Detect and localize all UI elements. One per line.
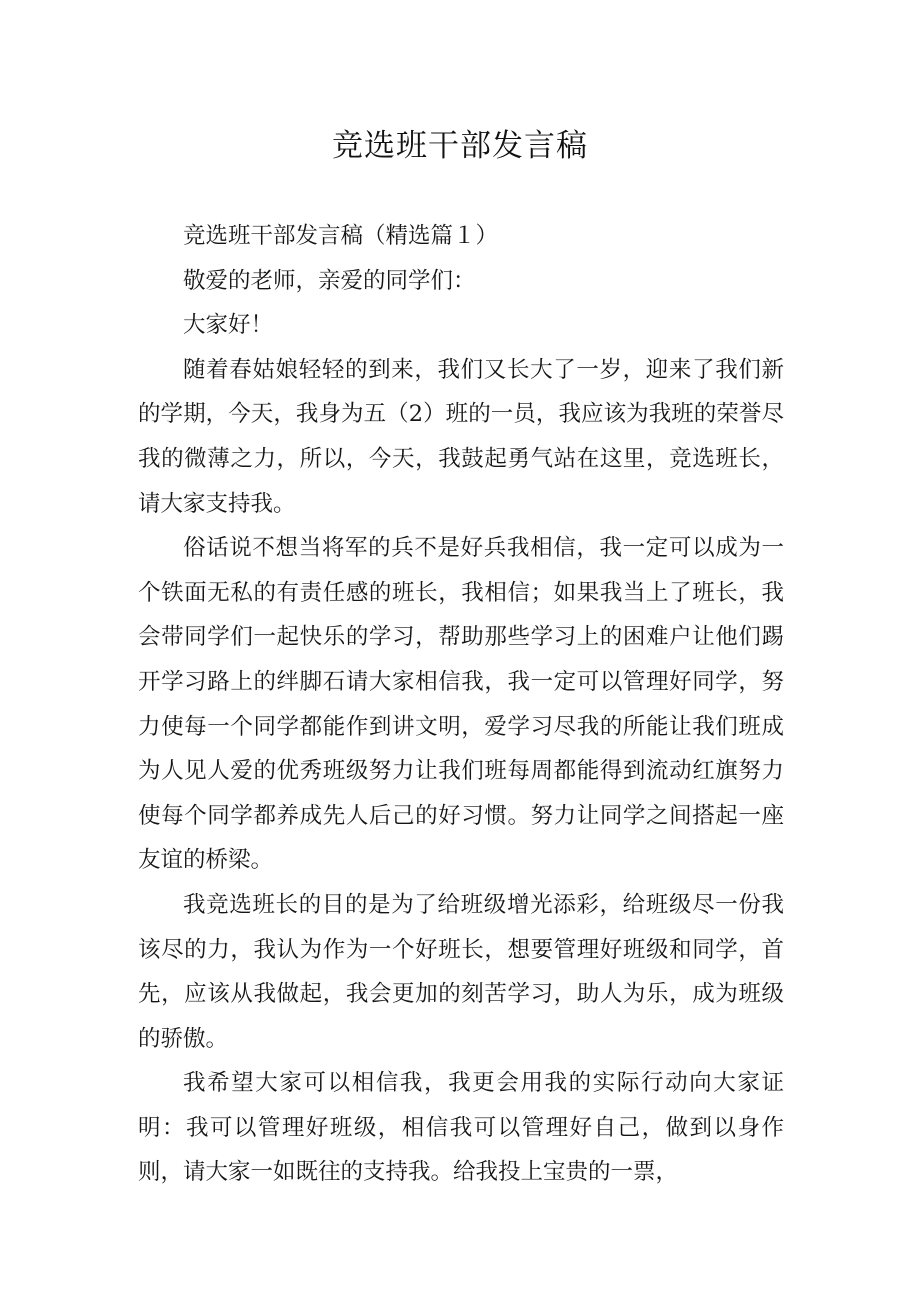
body-paragraph: 俗话说不想当将军的兵不是好兵我相信，我一定可以成为一个铁面无私的有责任感的班长，我相信；如果我当上了班长，我会带同学们一起快乐的学习，帮助那些学习上的困难户让他们踢开学习路上的绊脚石请大家相信我，我一定可以管理好同学，努力使每一个同学都能作到讲文明，爱学习尽我的所能让我们班成为人见人爱的优秀班级努力让我们班每周都能得到流动红旗努力使每个同学都养成先人后己的好习惯。努力让同学之间搭起一座友谊的桥梁。 xyxy=(138,535,784,874)
body-paragraph: 随着春姑娘轻轻的到来，我们又长大了一岁，迎来了我们新的学期，今天，我身为五（2）班的一员，我应该为我班的荣誉尽我的微薄之力，所以，今天，我鼓起勇气站在这里，竞选班长，请大家支持我。 xyxy=(138,356,784,517)
subtitle-paragraph: 竞选班干部发言稿（精选篇１） xyxy=(183,223,499,249)
body-paragraph: 我竞选班长的目的是为了给班级增光添彩，给班级尽一份我该尽的力，我认为作为一个好班长，想要管理好班级和同学，首先，应该从我做起，我会更加的刻苦学习，助人为乐，成为班级的骄傲。 xyxy=(138,891,784,1052)
body-paragraph: 我希望大家可以相信我，我更会用我的实际行动向大家证明：我可以管理好班级，相信我可以管理好自己，做到以身作则，请大家一如既往的支持我。给我投上宝贵的一票， xyxy=(138,1070,784,1186)
salutation-paragraph: 敬爱的老师，亲爱的同学们： xyxy=(183,267,476,294)
greeting-paragraph: 大家好！ xyxy=(183,312,274,339)
document-body xyxy=(138,214,784,1195)
document-title: 竞选班干部发言稿 xyxy=(332,128,588,164)
